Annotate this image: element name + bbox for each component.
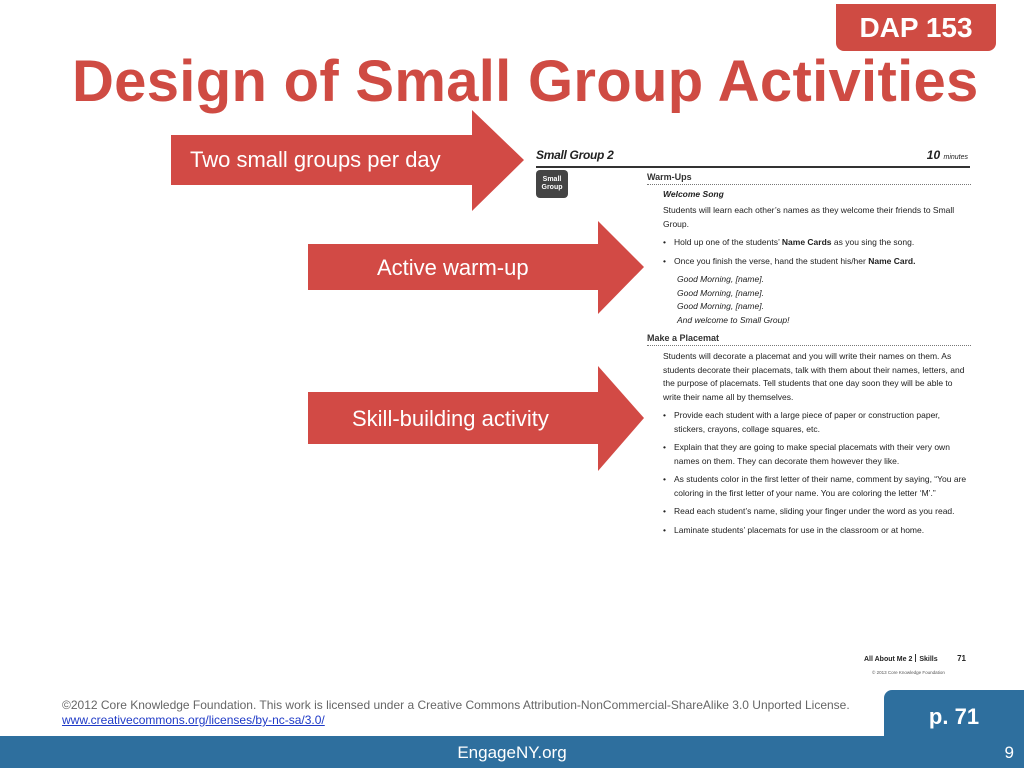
list-item: • Explain that they are going to make special placemats with their very own names on them. They can decorate them however they like. <box>663 441 971 468</box>
arrow-label: Skill-building activity <box>352 406 549 431</box>
list-item: • Provide each student with a large piece of paper or construction paper, stickers, crayons, collage squares, etc. <box>663 409 971 436</box>
small-group-icon-line: Small <box>542 176 562 183</box>
document-footer <box>864 654 970 663</box>
welcome-song-paragraph: Students will learn each other’s names as they welcome their friends to Small Group. <box>663 205 955 229</box>
lyric-line: Good Morning, [name]. <box>677 301 764 311</box>
slide-number: 9 <box>1004 743 1014 762</box>
document-copyright: © 2013 Core Knowledge Foundation <box>872 670 945 675</box>
document-body <box>647 172 971 542</box>
list-item: • Laminate students’ placemats for use in the classroom or at home. <box>663 524 971 538</box>
footer-site: EngageNY.org <box>457 743 567 762</box>
footer-bar <box>0 736 1024 768</box>
arrow-label: Two small groups per day <box>190 147 441 172</box>
dap-badge: DAP 153 <box>836 4 996 51</box>
bullet-text: as you sing the song. <box>831 237 915 247</box>
small-group-icon-line: Group <box>541 184 563 191</box>
license-link[interactable]: www.creativecommons.org/licenses/by-nc-sa/3.0/ <box>62 713 325 727</box>
page-reference-badge: p. 71 <box>884 690 1024 744</box>
document-header <box>536 146 970 168</box>
arrow-label: Active warm-up <box>377 255 529 280</box>
arrow-two-small-groups <box>171 110 524 211</box>
list-item: • As students color in the first letter of their name, comment by saying, “You are coloring in the first letter of your name. You are coloring the letter ‘M’.” <box>663 473 971 500</box>
make-a-placemat-heading: Make a Placemat <box>647 333 971 346</box>
placemat-paragraph: Students will decorate a placemat and you will write their names on them. As students decorate their placemats, talk with them about their names, letters, and the purpose of placemats. Tell students that one day soon they will be able to write their name all by themselves. <box>663 351 965 402</box>
duration-unit: minutes <box>943 154 968 161</box>
lyric-line: Good Morning, [name]. <box>677 287 764 298</box>
list-item <box>663 236 971 250</box>
list-item <box>663 255 971 269</box>
duration-value: 10 <box>926 148 941 162</box>
unit-name: All About Me 2 <box>864 656 913 663</box>
document-page-number: 71 <box>957 654 966 663</box>
duration <box>927 148 968 162</box>
lesson-document <box>530 146 972 678</box>
welcome-song-heading: Welcome Song <box>663 189 724 199</box>
bullet-text: Hold up one of the students’ <box>674 237 782 247</box>
license-notice <box>62 698 872 728</box>
strand-name: Skills <box>919 656 938 663</box>
lyric-line: Good Morning, [name]. <box>677 274 764 284</box>
license-text: ©2012 Core Knowledge Foundation. This work is licensed under a Creative Commons Attribution-NonCommercial-ShareAlike 3.0 Unported License. <box>62 698 850 712</box>
lyric-line: And welcome to Small Group! <box>677 314 790 325</box>
document-title: Small Group 2 <box>536 148 614 162</box>
bullet-bold-text: Name Card. <box>868 255 916 266</box>
slide-title: Design of Small Group Activities <box>72 49 979 114</box>
bullet-text: Once you finish the verse, hand the student his/her <box>674 255 869 266</box>
song-lyrics <box>677 273 971 327</box>
warm-ups-heading: Warm-Ups <box>647 172 971 185</box>
bullet-bold-text: Name Cards <box>781 237 832 247</box>
list-item: • Read each student’s name, sliding your finger under the word as you read. <box>663 505 971 519</box>
small-group-icon <box>536 170 568 198</box>
divider <box>915 654 916 662</box>
